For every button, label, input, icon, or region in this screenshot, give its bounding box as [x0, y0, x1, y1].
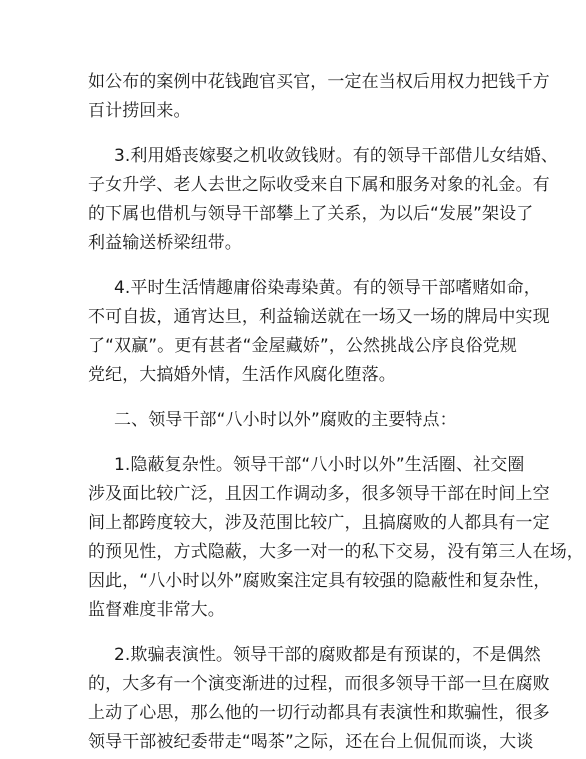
text-line: 监督难度非常大。 [88, 600, 225, 620]
text-line: 的下属也借机与领导干部攀上了关系，为以后“发展”架设了 [88, 204, 534, 224]
section-item-3: 3.利用婚丧嫁娶之机收敛钱财。有的领导干部借儿女结婚、 [114, 146, 558, 166]
text-line: 间上都跨度较大，涉及范围比较广，且搞腐败的人都具有一定 [88, 513, 550, 533]
section-item-4: 4.平时生活情趣庸俗染毒染黄。有的领导干部嗜赌如命， [114, 278, 541, 298]
section-heading-2: 二、领导干部“八小时以外”腐败的主要特点： [114, 410, 457, 430]
text-line: 子女升学、老人去世之际收受来自下属和服务对象的礼金。有 [88, 175, 550, 195]
text-line: 不可自拔，通宵达旦，利益输送就在一场又一场的牌局中实现 [88, 307, 550, 327]
text-line: 利益输送桥梁纽带。 [88, 233, 242, 253]
text-line: 因此，“八小时以外”腐败案注定具有较强的隐蔽性和复杂性， [88, 571, 551, 591]
text-line: 上动了心思，那么他的一切行动都具有表演性和欺骗性，很多 [88, 703, 550, 723]
text-line: 了“双赢”。更有甚者“金屋藏娇”，公然挑战公序良俗党规 [88, 336, 517, 356]
text-line: 党纪，大搞婚外情，生活作风腐化堕落。 [88, 365, 396, 385]
feature-item-1: 1.隐蔽复杂性。领导干部“八小时以外”生活圈、社交圈 [114, 455, 525, 475]
text-line: 涉及面比较广泛，且因工作调动多，很多领导干部在时间上空 [88, 484, 550, 504]
text-line: 领导干部被纪委带走“喝茶”之际，还在台上侃侃而谈，大谈 [88, 732, 534, 752]
text-line: 的，大多有一个演变渐进的过程，而很多领导干部一旦在腐败 [88, 674, 550, 694]
text-line: 如公布的案例中花钱跑官买官，一定在当权后用权力把钱千方 [88, 72, 550, 92]
text-line: 的预见性，方式隐蔽，大多一对一的私下交易，没有第三人在场， [88, 542, 584, 562]
feature-item-2: 2.欺骗表演性。领导干部的腐败都是有预谋的，不是偶然 [114, 645, 541, 665]
text-line: 百计捞回来。 [88, 101, 191, 121]
